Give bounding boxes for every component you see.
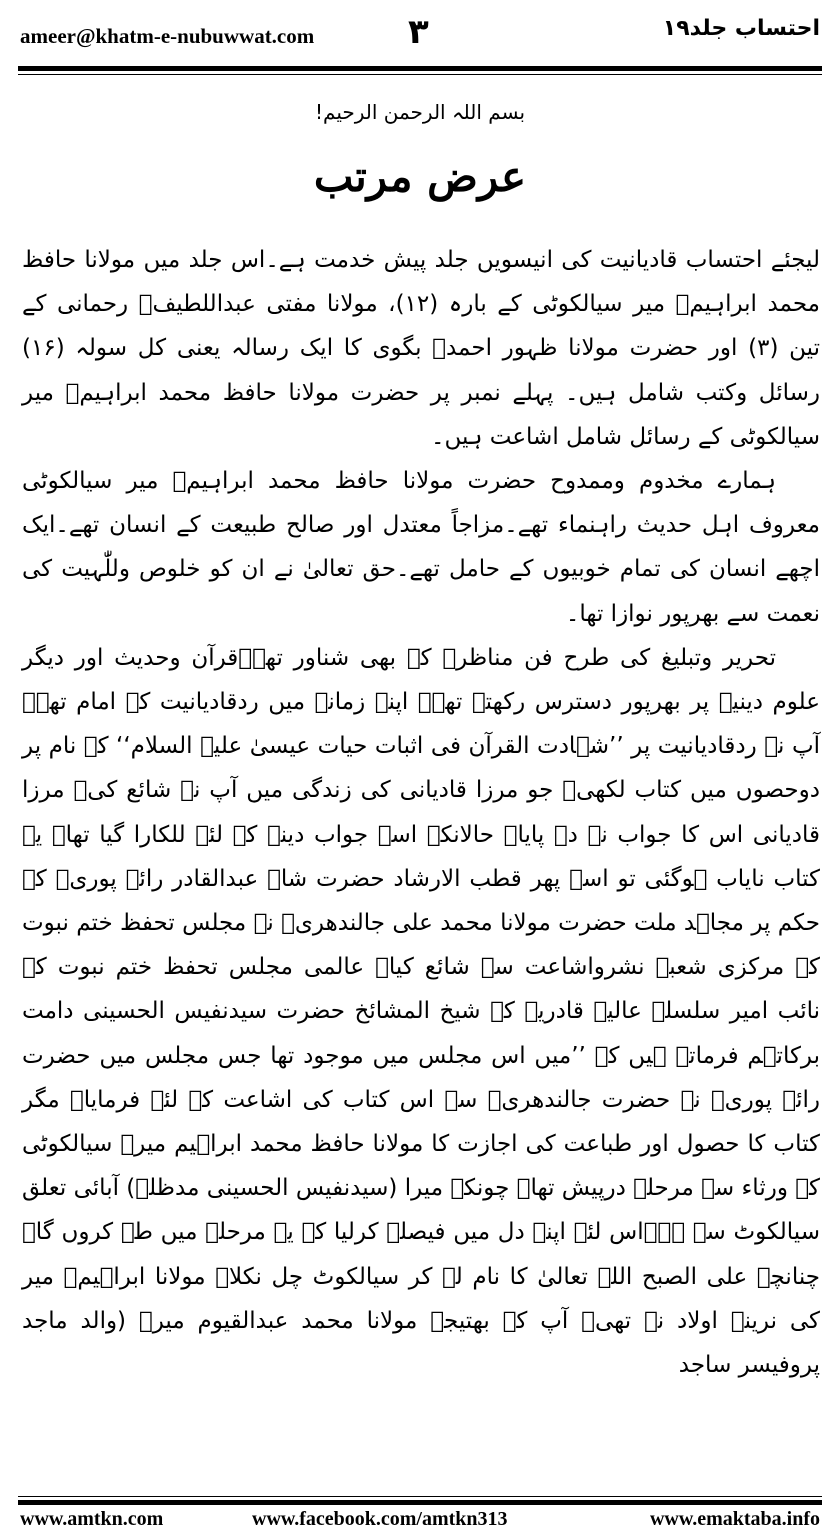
header-email: ameer@khatm-e-nubuwwat.com bbox=[20, 24, 315, 48]
header-rule-thick bbox=[18, 66, 822, 71]
page-footer bbox=[20, 1508, 820, 1536]
footer-rule-thin bbox=[18, 1496, 822, 1497]
footer-link-emaktaba[interactable]: www.emaktaba.info bbox=[649, 1508, 820, 1530]
body-text bbox=[22, 238, 820, 1387]
paragraph-2: ہمارے مخدوم وممدوح حضرت مولانا حافظ محمد ابراہیمؒ میر سیالکوٹی معروف اہل حدیث راہنماء تھے۔مزاجاً معتدل اور صالح طبیعت کے انسان تھے۔ایک اچھے انسان کی تمام خوبیوں کے حامل تھے۔حق تعالیٰ نے ان کو خلوص وللّٰہیت کی نعمت سے بھرپور نوازا تھا۔ bbox=[22, 468, 820, 627]
footer-rule-thick bbox=[18, 1500, 822, 1505]
page-number: ۳ bbox=[408, 12, 429, 52]
volume-title: احتساب جلد۱۹ bbox=[662, 16, 820, 41]
paragraph-3: تحریر وتبلیغ کی طرح فن مناظرہ کے بھی شناور تھے۔قرآن وحدیث اور دیگر علوم دینیہ پر بھرپور دسترس رکھتے تھے۔ اپنے زمانہ میں ردقادیانیت کے امام تھے۔ آپ نے ردقادیانیت پر ’’شہادت القرآن فی اثبات حیات عیسیٰ علیہ السلام‘‘ کے نام پر دوحصوں میں کتاب لکھی۔ جو مرزا قادیانی کی زندگی میں آپ نے شائع کی۔ مرزا قادیانی اس کا جواب نہ دے پایا۔ حالانکہ اسے جواب دینے کے لئے للکارا گیا تھا۔ یہ کتاب نایاب ہوگئی تو اسے پھر قطب الارشاد حضرت شاہ عبدالقادر رائے پوریؒ کے حکم پر مجاہد ملت حضرت مولانا محمد علی جالندھریؒ نے مجلس تحفظ ختم نبوت کے مرکزی شعبہ نشرواشاعت سے شائع کیا۔ عالمی مجلس تحفظ ختم نبوت کے نائب امیر سلسلہ عالیہ قادریہ کے شیخ المشائخ حضرت سیدنفیس الحسینی دامت برکاتہم فرماتے ہیں کہ ’’میں اس مجلس میں موجود تھا جس مجلس میں حضرت رائے پوریؒ نے حضرت جالندھریؒ سے اس کتاب کی اشاعت کے لئے فرمایا۔ مگر کتاب کا حصول اور طباعت کی اجازت کا مولانا حافظ محمد ابراہیم میرؒ سیالکوٹی کے ورثاء سے مرحلہ درپیش تھا۔ چونکہ میرا (سیدنفیس الحسینی مدظلہ) آبائی تعلق سیالکوٹ سے ہے۔اس لئے اپنے دل میں فیصلہ کرلیا کہ یہ مرحلے میں طے کروں گا۔ چنانچہ علی الصبح اللہ تعالیٰ کا نام لے کر سیالکوٹ چل نکلا۔ مولانا ابراہیمؒ میر کی نرینہ اولاد نہ تھی۔ آپ کے بھتیجے مولانا محمد عبدالقیوم میرؒ (والد ماجد پروفیسر ساجد bbox=[22, 644, 820, 1379]
footer-link-amtkn[interactable]: www.amtkn.com bbox=[20, 1508, 164, 1530]
page-header bbox=[20, 10, 820, 62]
paragraph-1: لیجئے احتساب قادیانیت کی انیسویں جلد پیش خدمت ہے۔اس جلد میں مولانا حافظ محمد ابراہیمؒ میر سیالکوٹی کے بارہ (۱۲)، مولانا مفتی عبداللطیفؒ رحمانی کے تین (۳) اور حضرت مولانا ظہور احمدؒ بگوی کا ایک رسالہ یعنی کل سولہ (۱۶) رسائل وکتب شامل ہیں۔ پہلے نمبر پر حضرت مولانا حافظ محمد ابراہیمؒ میر سیالکوٹی کے رسائل شامل اشاعت ہیں۔ bbox=[22, 247, 821, 450]
header-rule-thin bbox=[18, 74, 822, 75]
basmala: بسم اللہ الرحمن الرحیم! bbox=[314, 100, 526, 124]
section-title: عرض مرتب bbox=[313, 152, 527, 201]
footer-link-facebook[interactable]: www.facebook.com/amtkn313 bbox=[252, 1508, 508, 1530]
